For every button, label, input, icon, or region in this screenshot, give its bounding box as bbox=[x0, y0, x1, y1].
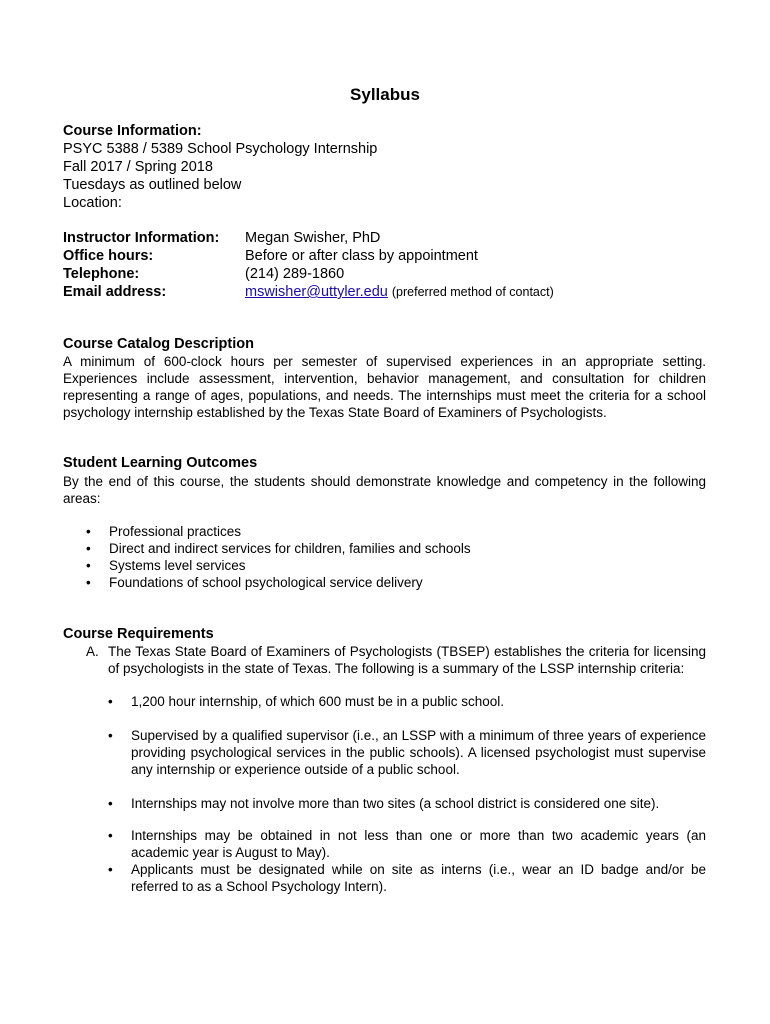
email-label: Email address: bbox=[63, 284, 167, 300]
list-item: • Supervised by a qualified supervisor (i.e., an LSSP with a minimum of three years of experience providing psychological services in the public schools). A licensed psychologist must supervise any internship or experience outside of a public school. bbox=[108, 728, 706, 777]
list-item: • Applicants must be designated while on site as interns (i.e., wear an ID badge and/or be referred to as a School Psychology Intern). bbox=[108, 862, 706, 894]
list-item: • Systems level services bbox=[86, 558, 246, 573]
course-info-line: Fall 2017 / Spring 2018 bbox=[63, 159, 213, 175]
email-note: (preferred method of contact) bbox=[391, 285, 554, 299]
page-title: Syllabus bbox=[350, 85, 420, 104]
course-info-line: Location: bbox=[63, 195, 122, 211]
telephone-label: Telephone: bbox=[63, 266, 140, 282]
outcomes-heading: Student Learning Outcomes bbox=[63, 455, 258, 471]
catalog-heading: Course Catalog Description bbox=[63, 336, 254, 352]
bullet-icon: • bbox=[108, 694, 113, 709]
list-item: • Direct and indirect services for children, families and schools bbox=[86, 541, 471, 556]
list-item: • Internships may not involve more than two sites (a school district is considered one site). bbox=[108, 796, 660, 811]
list-item: • Professional practices bbox=[86, 524, 242, 539]
item-a-text: The Texas State Board of Examiners of Psychologists (TBSEP) establishes the criteria for licensing of psychologists in the state of Texas. The following is a summary of the LSSP internship criteria: bbox=[108, 644, 706, 676]
telephone-value: (214) 289-1860 bbox=[245, 266, 345, 282]
office-hours-label: Office hours: bbox=[63, 248, 154, 264]
catalog-text: A minimum of 600-clock hours per semester of supervised experiences in an appropriate setting. Experiences include assessment, intervention, behavior management, and consultation for children representing a range of ages, populations, and needs. The internships must meet the criteria for a school psychology internship established by the Texas State Board of Examiners of Psychologists. bbox=[63, 354, 706, 420]
office-hours-value: Before or after class by appointment bbox=[245, 248, 478, 264]
item-a-marker: A. bbox=[86, 644, 99, 659]
course-info-heading: Course Information: bbox=[63, 123, 202, 139]
bullet-icon: • bbox=[108, 862, 113, 877]
list-item: • Foundations of school psychological service delivery bbox=[86, 575, 423, 590]
course-info-line: PSYC 5388 / 5389 School Psychology Internship bbox=[63, 141, 378, 157]
bullet-icon: • bbox=[86, 558, 91, 573]
bullet-icon: • bbox=[86, 575, 91, 590]
instructor-name: Megan Swisher, PhD bbox=[245, 230, 381, 246]
bullet-icon: • bbox=[86, 524, 91, 539]
bullet-icon: • bbox=[108, 828, 113, 843]
outcomes-list bbox=[86, 523, 669, 591]
bullet-icon: • bbox=[108, 728, 113, 743]
instructor-label: Instructor Information: bbox=[63, 230, 220, 246]
requirements-heading: Course Requirements bbox=[63, 626, 214, 642]
course-info-line: Tuesdays as outlined below bbox=[63, 177, 242, 193]
email-row bbox=[245, 283, 554, 301]
email-link[interactable]: mswisher@uttyler.edu bbox=[245, 284, 388, 300]
outcomes-intro: By the end of this course, the students should demonstrate knowledge and competency in the following areas: bbox=[63, 474, 706, 506]
list-item: • 1,200 hour internship, of which 600 must be in a public school. bbox=[108, 694, 504, 709]
list-item: • Internships may be obtained in not less than one or more than two academic years (an academic year is August to May). bbox=[108, 828, 706, 860]
bullet-icon: • bbox=[86, 541, 91, 556]
bullet-icon: • bbox=[108, 796, 113, 811]
